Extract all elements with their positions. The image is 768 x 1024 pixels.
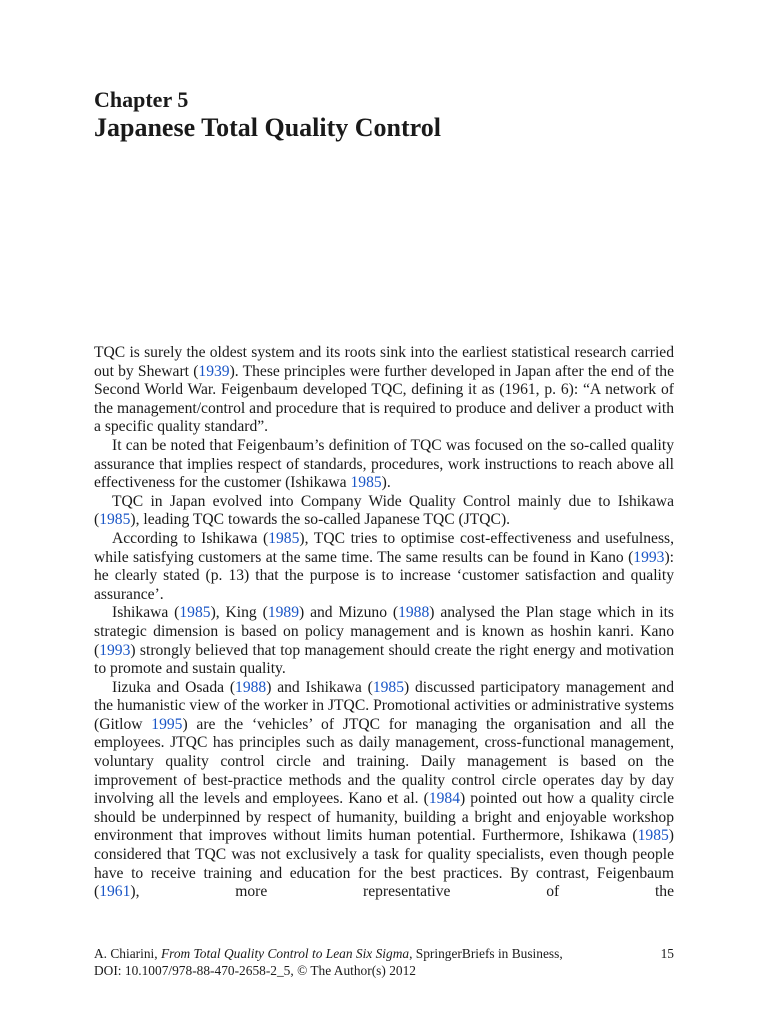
citation-link[interactable]: 1985 xyxy=(179,604,211,622)
citation-line xyxy=(94,945,563,962)
paragraph-text: ) discussed participatory management and the humanistic view of the worker in JTQC. Promotional activities or administrative systems (Gitlow xyxy=(94,678,674,733)
footer-series: , SpringerBriefs in Business, xyxy=(409,946,563,961)
footer-doi: DOI: 10.1007/978-88-470-2658-2_5, © The Author(s) 2012 xyxy=(94,963,416,978)
citation-link[interactable]: 1989 xyxy=(267,604,299,622)
paragraph-text: ) and Mizuno ( xyxy=(299,604,399,622)
paragraph-text: ) and Ishikawa ( xyxy=(266,678,373,696)
citation-link[interactable]: 1985 xyxy=(350,474,382,492)
citation-link[interactable]: 1993 xyxy=(99,641,131,659)
citation-link[interactable]: 1988 xyxy=(235,678,267,696)
paragraph-text: According to Ishikawa ( xyxy=(112,529,269,547)
paragraph-text: ) considered that TQC was not exclusively a task for quality specialists, even though people have to receive training and education for the best practices. By contrast, Feigenbaum ( xyxy=(94,827,674,901)
paragraph-text: TQC is surely the oldest system and its roots sink into the earliest statistical research carried out by Shewart ( xyxy=(94,344,674,380)
body-paragraph xyxy=(94,604,674,678)
body-paragraph xyxy=(94,437,674,493)
footer-author: A. Chiarini, xyxy=(94,946,161,961)
paragraph-text: ), leading TQC towards the so-called Japanese TQC (JTQC). xyxy=(130,511,511,529)
paragraph-text: ) are the ‘vehicles’ of JTQC for managing the organisation and all the employees. JTQC has principles such as daily management, cross-functional management, voluntary quality control circle and training. Daily management is based on the improvement of best-practice methods and the quality control circle operates day by day involving all the levels and employees. Kano et al. ( xyxy=(94,715,674,808)
body-paragraph xyxy=(94,493,674,530)
chapter-label: Chapter 5 xyxy=(94,87,189,112)
citation-link[interactable]: 1961 xyxy=(99,883,131,901)
citation-link[interactable]: 1985 xyxy=(372,678,404,696)
body-paragraph xyxy=(94,344,674,437)
paragraph-text: ) strongly believed that top management should create the right energy and motivation to promote and sustain quality. xyxy=(94,641,674,678)
paragraph-text: ), more representative of the xyxy=(130,883,674,901)
body-paragraph xyxy=(94,530,674,604)
citation-link[interactable]: 1993 xyxy=(633,548,665,566)
paragraph-text: ): he clearly stated (p. 13) that the purpose is to increase ‘customer satisfaction and quality assurance’. xyxy=(94,548,674,603)
paragraph-text: ). These principles were further developed in Japan after the end of the Second World War. Feigenbaum developed TQC, defining it as (1961, p. 6): “A network of the management/control and procedure that is required to produce and deliver a product with a specific quality standard”. xyxy=(94,362,674,436)
paragraph-text: ). xyxy=(381,474,391,492)
paragraph-text: TQC in Japan evolved into Company Wide Quality Control mainly due to Ishikawa ( xyxy=(94,492,674,529)
chapter-title: Japanese Total Quality Control xyxy=(94,113,441,142)
citation-link[interactable]: 1984 xyxy=(428,790,461,808)
citation-link[interactable]: 1985 xyxy=(99,511,131,529)
citation-link[interactable]: 1939 xyxy=(198,362,230,380)
paragraph-text: Ishikawa ( xyxy=(112,604,180,622)
footer-book-title: From Total Quality Control to Lean Six Sigma xyxy=(160,946,410,961)
paragraph-text: Iizuka and Osada ( xyxy=(112,678,236,696)
paragraph-text: ) pointed out how a quality circle should be underpinned by respect of humanity, building a bright and enjoyable workshop environment that improves without limits human potential. Furthermore, Ishikawa ( xyxy=(94,790,674,845)
paragraph-text: It can be noted that Feigenbaum’s definition of TQC was focused on the so-called quality assurance that implies respect of standards, procedures, work instructions to reach above all effectiveness for the customer (Ishikawa xyxy=(94,436,674,492)
citation-link[interactable]: 1988 xyxy=(398,604,430,622)
paragraph-text: ) analysed the Plan stage which in its strategic dimension is based on policy management and is known as hoshin kanri. Kano ( xyxy=(94,604,674,659)
body-text xyxy=(94,344,674,902)
paragraph-text: ), TQC tries to optimise cost-effectiveness and usefulness, while satisfying customers at the same time. The same results can be found in Kano ( xyxy=(94,529,674,566)
citation-link[interactable]: 1985 xyxy=(268,529,300,547)
paragraph-text: ), King ( xyxy=(210,604,268,622)
page-footer xyxy=(94,945,674,979)
body-paragraph xyxy=(94,679,674,902)
citation-link[interactable]: 1995 xyxy=(151,715,183,733)
page-number: 15 xyxy=(660,946,674,961)
citation-link[interactable]: 1985 xyxy=(637,827,669,845)
